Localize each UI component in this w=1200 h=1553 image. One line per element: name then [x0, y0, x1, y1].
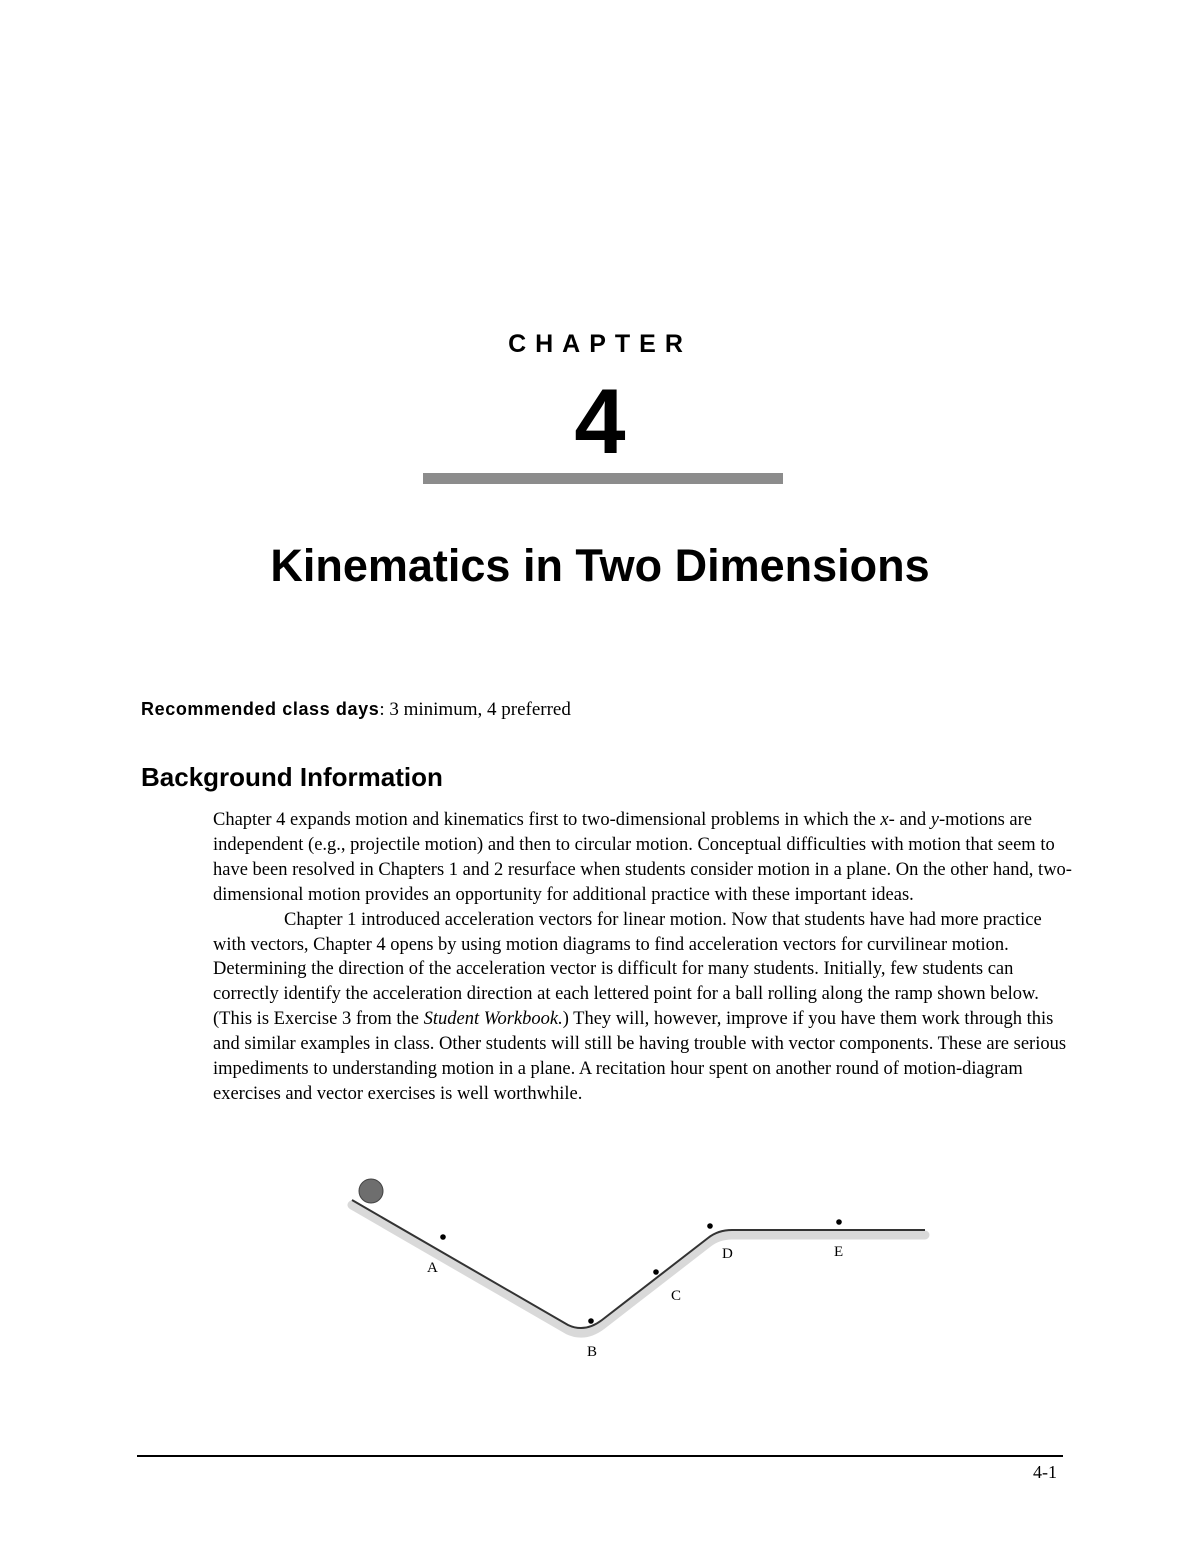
section-heading: Background Information — [141, 762, 443, 792]
paragraph-1-text-b: - and — [888, 810, 931, 830]
workbook-title: Student Workbook. — [423, 1009, 563, 1030]
class-days-label: Recommended class days — [141, 699, 380, 719]
paragraph-2-text-b: ) They will, however, improve if you have them work through this and similar examples in class. Other students will still be having trouble with vector components. These are serious impediments to understanding motion in a plane. A recitation hour spent on another round of motion-diagram exercises and vector exercises is well worthwhile. — [213, 1009, 1067, 1104]
chapter-label: CHAPTER — [508, 330, 692, 358]
paragraph-2 — [213, 908, 1073, 1107]
point-e-dot — [836, 1219, 842, 1225]
page-number: 4-1 — [1033, 1462, 1057, 1482]
chapter-divider — [423, 473, 783, 484]
variable-x: x — [880, 810, 889, 830]
point-c-label: C — [671, 1288, 682, 1304]
point-b-label: B — [587, 1344, 598, 1360]
ramp-figure — [340, 1170, 940, 1370]
footer-rule — [137, 1455, 1063, 1457]
background-text — [213, 808, 1073, 1107]
class-days-value: 3 minimum, 4 preferred — [389, 699, 571, 720]
paragraph-1-text-c: -motions are independent (e.g., projectile motion) and then to circular motion. Conceptual difficulties with motion that seem to have been resolved in Chapters 1 and 2 resurface when students consider motion in a plane. On the other hand, two-dimensional motion provides an opportunity for additional practice with these important ideas. — [213, 810, 1072, 905]
point-d-label: D — [722, 1246, 733, 1262]
paragraph-2-text-a: Chapter 1 introduced acceleration vectors for linear motion. Now that students have had more practice with vectors, Chapter 4 opens by using motion diagrams to find acceleration vectors for curvilinear motion. Determining the direction of the acceleration vector is difficult for many students. Initially, few students can correctly identify the acceleration direction at each lettered point for a ball rolling along the ramp shown below. (This is Exercise 3 from the — [213, 909, 1042, 1030]
point-a-label: A — [427, 1260, 438, 1276]
chapter-title: Kinematics in Two Dimensions — [270, 540, 930, 591]
point-e-label: E — [834, 1244, 844, 1260]
point-c-dot — [653, 1269, 659, 1275]
recommended-class-days — [141, 699, 571, 721]
variable-y: y — [930, 810, 939, 830]
class-days-colon: : — [379, 699, 390, 720]
point-d-dot — [707, 1223, 713, 1229]
ball — [359, 1179, 383, 1203]
chapter-number: 4 — [574, 371, 626, 473]
point-b-dot — [588, 1318, 594, 1324]
point-a-dot — [440, 1234, 446, 1240]
paragraph-1 — [213, 808, 1073, 908]
paragraph-1-text-a: Chapter 4 expands motion and kinematics first to two-dimensional problems in which the — [213, 810, 881, 830]
